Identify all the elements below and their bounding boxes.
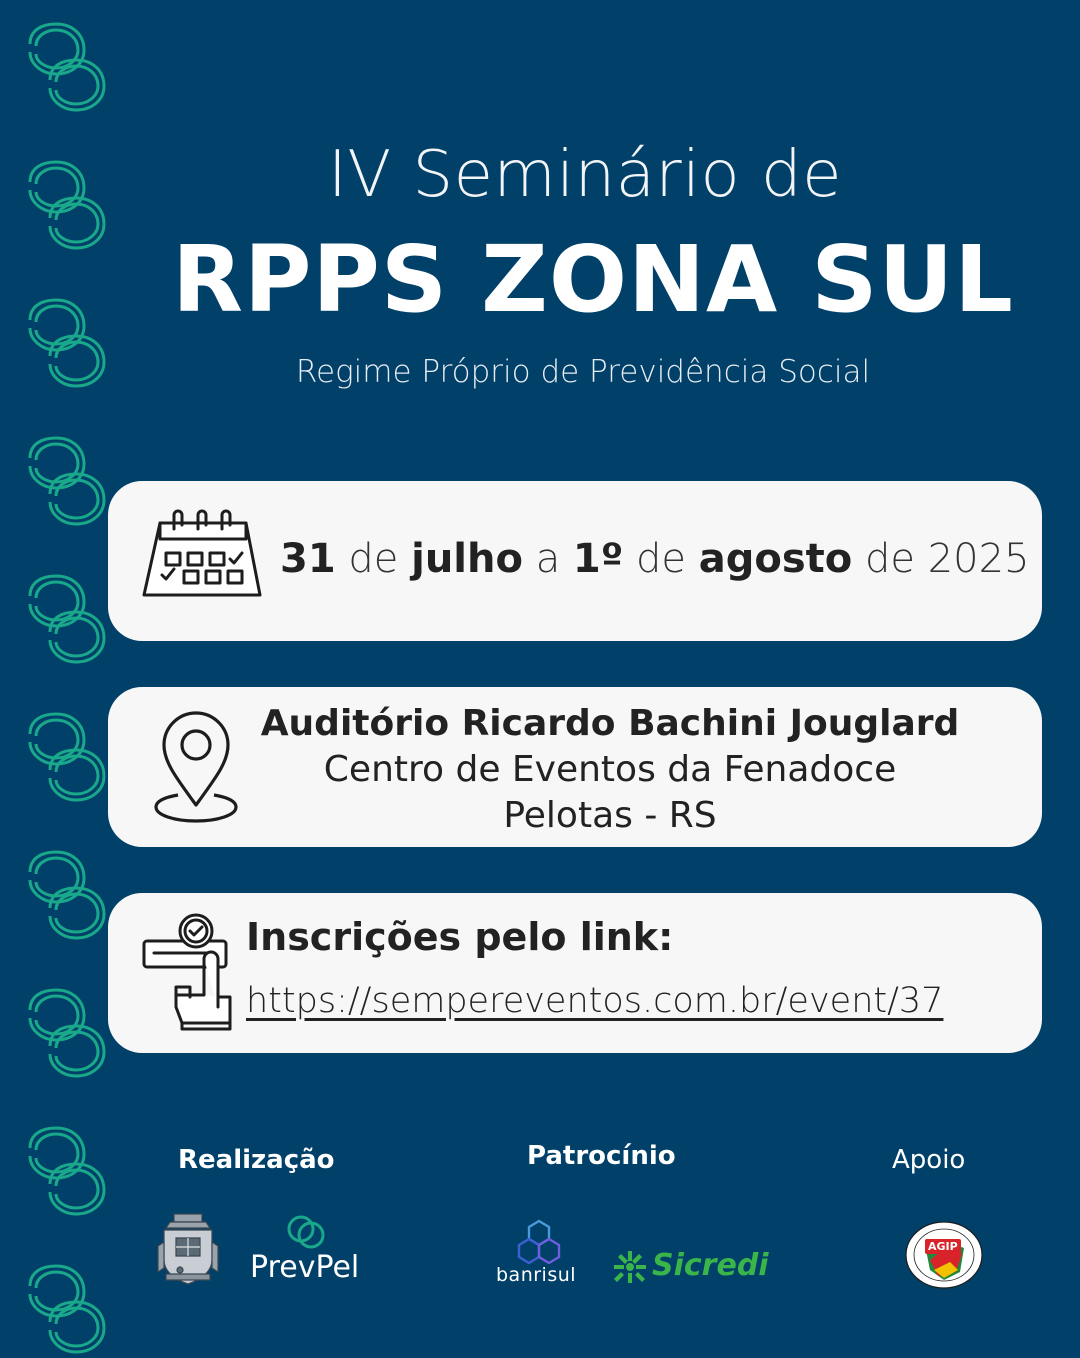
venue-city: Pelotas - RS xyxy=(503,795,717,836)
venue-center: Centro de Eventos da Fenadoce xyxy=(323,749,897,790)
decorative-ring-icon xyxy=(22,20,112,116)
sicredi-logo-icon xyxy=(612,1249,648,1285)
prevpel-logo-icon xyxy=(284,1212,328,1252)
calendar-icon xyxy=(142,509,264,601)
location-card xyxy=(108,687,1042,847)
event-date: 31 de julho a 1º de agosto de 2025 xyxy=(280,536,1030,582)
decorative-ring-icon xyxy=(22,572,112,668)
venue-text xyxy=(258,701,962,839)
agip-logo-text: AGIP xyxy=(925,1239,961,1254)
prevpel-logo-text: PrevPel xyxy=(250,1250,360,1285)
date-card xyxy=(108,481,1042,641)
coat-of-arms-logo xyxy=(156,1212,220,1286)
decorative-ring-icon xyxy=(22,848,112,944)
registration-title: Inscrições pelo link: xyxy=(246,915,674,959)
decorative-ring-icon xyxy=(22,986,112,1082)
decorative-ring-icon xyxy=(22,710,112,806)
agip-logo-seal xyxy=(904,1220,984,1290)
patrocinio-label: Patrocínio xyxy=(527,1141,676,1171)
location-pin-icon xyxy=(154,709,238,825)
venue-name: Auditório Ricardo Bachini Jouglard xyxy=(260,703,960,744)
title-line-2: RPPS ZONA SUL xyxy=(172,226,1014,333)
banrisul-logo-text: banrisul xyxy=(496,1264,577,1286)
realizacao-label: Realização xyxy=(178,1145,335,1175)
decorative-rings-column xyxy=(22,18,112,1348)
registration-card xyxy=(108,893,1042,1053)
decorative-ring-icon xyxy=(22,1262,112,1358)
click-checklist-icon xyxy=(142,911,234,1031)
banrisul-logo-icon xyxy=(514,1218,564,1264)
registration-link[interactable]: https://sempereventos.com.br/event/37 xyxy=(246,981,944,1021)
decorative-ring-icon xyxy=(22,1124,112,1220)
apoio-label: Apoio xyxy=(892,1145,966,1175)
subtitle: Regime Próprio de Previdência Social xyxy=(295,354,871,390)
sicredi-logo-text: Sicredi xyxy=(652,1248,769,1283)
title-line-1: IV Seminário de xyxy=(328,138,842,212)
decorative-ring-icon xyxy=(22,434,112,530)
